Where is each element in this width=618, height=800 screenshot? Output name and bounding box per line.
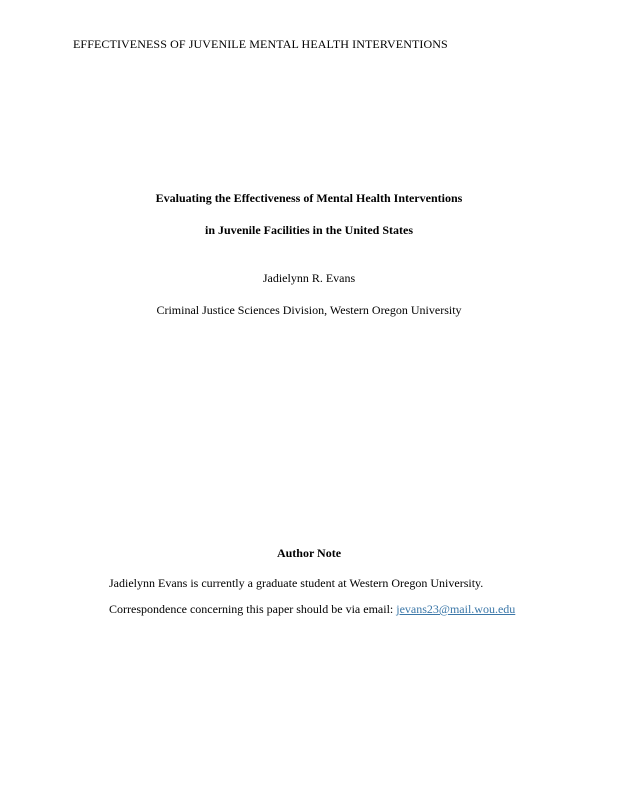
author-byline xyxy=(0,262,618,326)
title-line-1: Evaluating the Effectiveness of Mental Health Interventions xyxy=(155,191,463,205)
author-note-heading: Author Note xyxy=(276,546,342,560)
paper-title xyxy=(0,182,618,246)
correspondence-text: Correspondence concerning this paper should be via email: xyxy=(109,602,397,616)
title-line-2: in Juvenile Facilities in the United States xyxy=(205,223,413,237)
author-affiliation: Criminal Justice Sciences Division, Western Oregon University xyxy=(156,303,462,317)
running-head: EFFECTIVENESS OF JUVENILE MENTAL HEALTH INTERVENTIONS xyxy=(73,37,448,51)
author-note-paragraph-2 xyxy=(109,602,515,617)
author-note-paragraph-1: Jadielynn Evans is currently a graduate student at Western Oregon University. xyxy=(109,576,484,590)
author-name: Jadielynn R. Evans xyxy=(262,271,356,285)
email-link[interactable]: jevans23@mail.wou.edu xyxy=(396,602,516,616)
